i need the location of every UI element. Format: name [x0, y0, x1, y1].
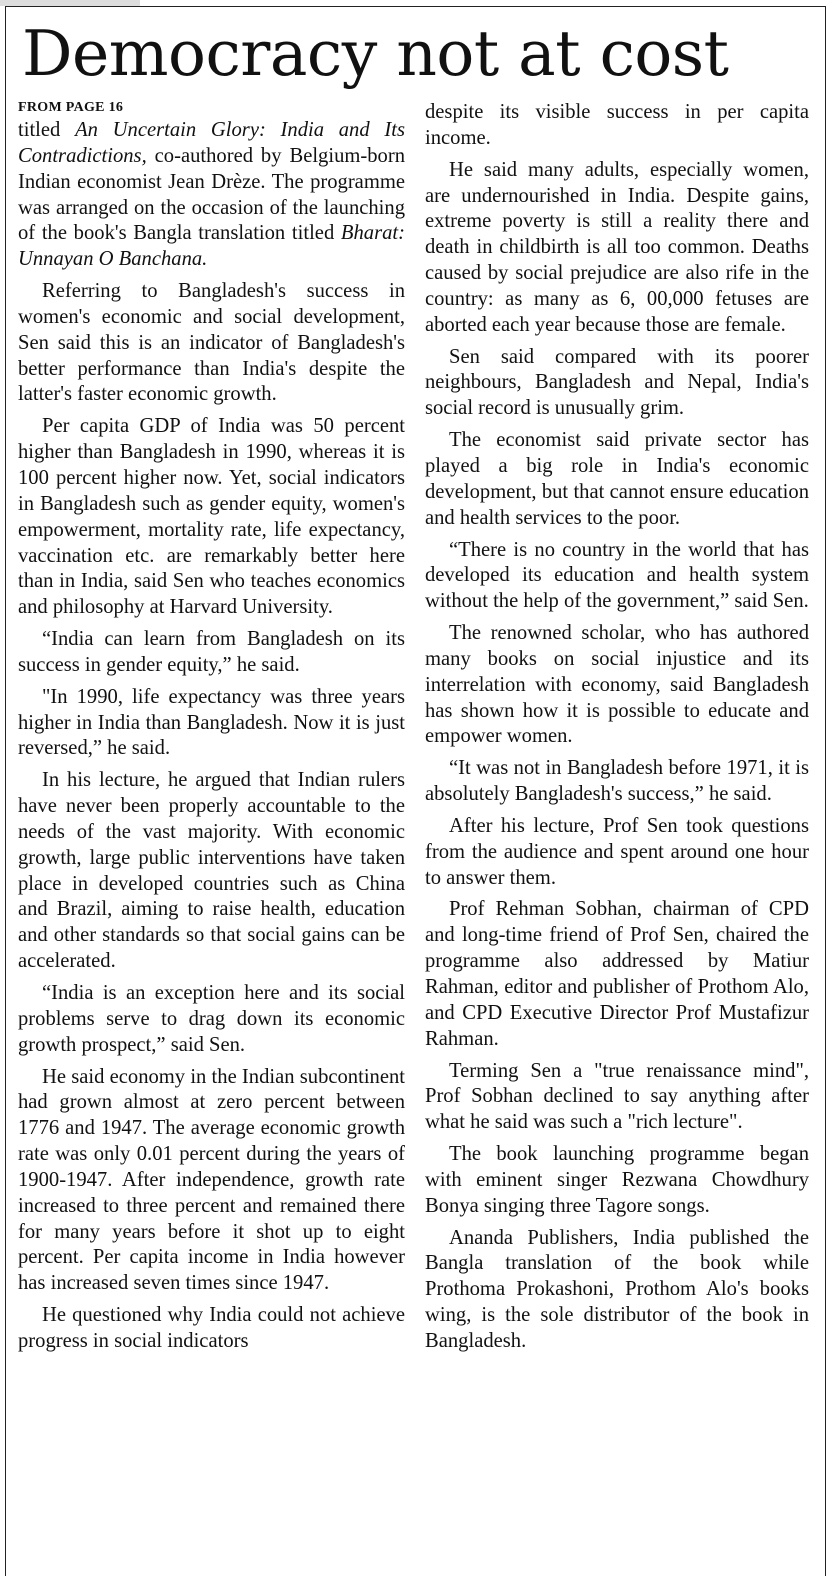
paragraph: In his lecture, he argued that Indian rulers have never been properly accountable to the needs of the vast majority. With economic growth, large public interventions have taken place in developed countries such as China and Brazil, aiming to raise health, education and other standards so that social gains can be accelerated. — [18, 769, 405, 973]
paragraph: despite its visible success in per capita income. — [425, 101, 809, 149]
paragraph: The book launching programme began with eminent singer Rezwana Chowdhury Bonya singing three Tagore songs. — [425, 1143, 809, 1217]
paragraph: “It was not in Bangladesh before 1971, it is absolutely Bangladesh's success,” he said. — [425, 757, 809, 806]
paragraph: Sen said compared with its poorer neighbours, Bangladesh and Nepal, India's social record is unusually grim. — [425, 345, 809, 420]
paragraph: “India can learn from Bangladesh on its success in gender equity,” he said. — [18, 628, 405, 676]
paragraph: Per capita GDP of India was 50 percent higher than Bangladesh in 1990, whereas it is 100 percent higher now. Yet, social indicators in Bangladesh such as gender equity, women's empowerment, mortality rate, life expectancy, vaccination etc. are remarkably better here than in India, said Sen who teaches economics and philosophy at Harvard University. — [18, 415, 405, 619]
paragraph-text: co-authored by Belgium-born Indian economist Jean Drèze. The programme was arranged on the occasion of the launching of the book's Bangla translation titled — [18, 144, 405, 245]
paragraph: Terming Sen a "true renaissance mind", Prof Sobhan declined to say anything after what he said was such a "rich lecture". — [425, 1059, 809, 1134]
paragraph — [18, 118, 405, 273]
article-column-right — [425, 100, 809, 1355]
paragraph: After his lecture, Prof Sen took questions from the audience and spent around one hour to answer them. — [425, 814, 809, 889]
paragraph: The renowned scholar, who has authored many books on social injustice and its interrelation with economy, said Bangladesh has shown how it is possible to educate and empower women. — [425, 622, 809, 748]
paragraph: He questioned why India could not achieve progress in social indicators — [18, 1304, 405, 1352]
book-title: An Uncertain Glory: India and Its Contradictions, — [18, 119, 405, 167]
paragraph: He said economy in the Indian subcontinent had grown almost at zero percent between 1776 and 1947. The average economic growth rate was only 0.01 percent during the years of 1900-1947. After independence, growth rate increased to three percent and remained there for many years before it shot up to eight percent. Per capita income in India however has increased seven times since 1947. — [18, 1065, 405, 1295]
paragraph: “There is no country in the world that has developed its education and health system without the help of the government,” said Sen. — [425, 538, 809, 613]
top-rule-fragment — [0, 0, 140, 6]
paragraph: He said many adults, especially women, are undernourished in India. Despite gains, extreme poverty is still a reality there and death in childbirth is all too common. Deaths caused by social prejudice are also rife in the country: as many as 6, 00,000 fetuses are aborted each year because those are female. — [425, 158, 809, 336]
paragraph: Referring to Bangladesh's success in women's economic and social development, Sen said this is an indicator of Bangladesh's better performance than India's despite the latter's faster economic growth. — [18, 280, 405, 406]
paragraph-text: titled — [18, 119, 76, 141]
headline: Democracy not at cost — [22, 17, 729, 90]
translation-title: Bharat: Unnayan O Banchana. — [18, 222, 405, 271]
paragraph: The economist said private sector has played a big role in India's economic development, but that cannot ensure education and health services to the poor. — [425, 429, 809, 529]
paragraph: Ananda Publishers, India published the Bangla translation of the book while Prothoma Prokashoni, Prothom Alo's books wing, is the sole distributor of the book in Bangladesh. — [425, 1226, 809, 1352]
paragraph: “India is an exception here and its social problems serve to drag down its economic growth prospect,” said Sen. — [18, 982, 405, 1056]
paragraph: Prof Rehman Sobhan, chairman of CPD and long-time friend of Prof Sen, chaired the programme also addressed by Matiur Rahman, editor and publisher of Prothom Alo, and CPD Executive Director Prof Mustafizur Rahman. — [425, 898, 809, 1050]
paragraph: "In 1990, life expectancy was three years higher in India than Bangladesh. Now it is just reversed,” he said. — [18, 685, 405, 760]
continuation-kicker: FROM PAGE 16 — [18, 100, 124, 115]
article-column-left — [18, 100, 405, 1355]
